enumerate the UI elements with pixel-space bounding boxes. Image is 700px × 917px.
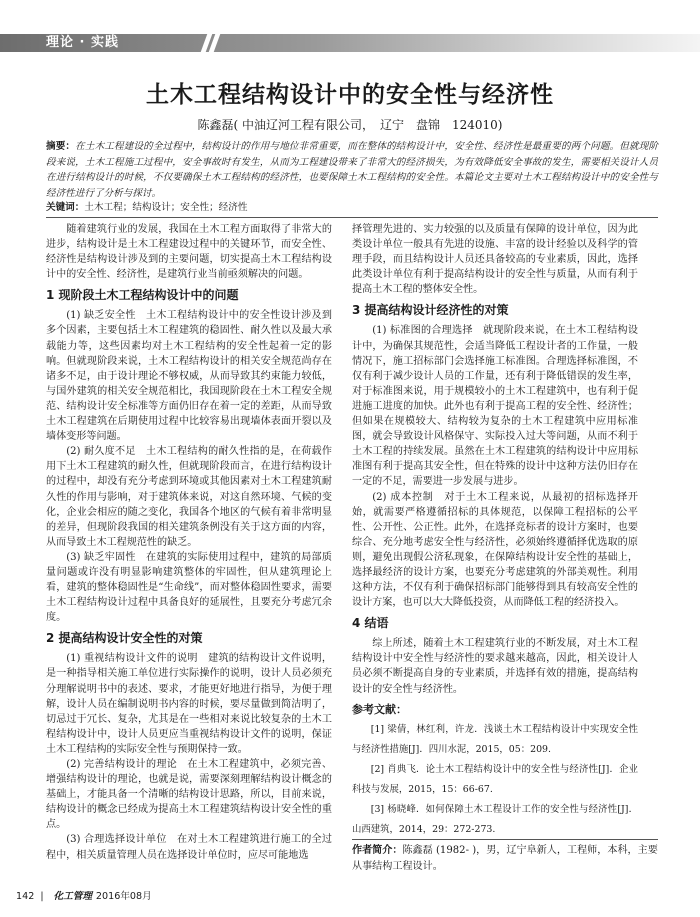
intro-paragraph: 随着建筑行业的发展，我国在土木工程方面取得了非常大的进步，结构设计是土木工程建设过程中的关键环节，而安全性、经济性是结构设计涉及到的主要问题，切实提高土木工程结构设计中的安全性、经济性，是建筑行业当前亟须解决的问题。 xyxy=(46,224,332,281)
journal-name: 化工管理 xyxy=(53,891,92,902)
header-divider xyxy=(46,217,658,218)
right-column xyxy=(352,222,638,840)
author-bio xyxy=(352,843,658,875)
article-title: 土木工程结构设计中的安全性与经济性 xyxy=(146,82,554,108)
paragraph: (1) 缺乏安全性 土木工程结构设计中的安全性设计涉及到多个因素，主要包括土木工程建筑的稳固性、耐久性以及最大承载能力等，这些因素均对土木工程结构的安全性起着一定的影响。但就现阶段来说，土木工程结构设计的相关安全规范尚存在诸多不足，由于设计理论不够权威，从而导致其约束能力较低，与国外建筑的相关安全规范相比，我国现阶段在土木工程安全规范、结构设计安全标准等方面仍旧存在着一定的差距，从而导致土木工程建筑在后期使用过程中比较容易出现墙体表面开裂以及墙体变形等问题。 xyxy=(46,310,332,443)
bio-label: 作者简介： xyxy=(352,845,403,856)
reference-item: [3] 杨晓峰．如何保障土木工程设计工作的安全性与经济性[J]．山西建筑，2014，29：272-273. xyxy=(352,803,638,835)
section-heading-1: 1 现阶段土木工程结构设计中的问题 xyxy=(46,288,239,303)
abstract-text: 在土木工程建设的全过程中，结构设计的作用与地位非常重要，而在整体的结构设计中，安全性、经济性是最重要的两个问题。但就现阶段来说，土木工程施工过程中，安全事故时有发生，从而为工程建设带来了非常大的经济损失，为有效降低安全事故的发生，需要相关设计人员在进行结构设计的时候，不仅要确保土木工程结构的经济性，也要保障土木工程结构的安全性。本篇论文主要对土木工程结构设计中的安全性与经济性进行了分析与探讨。 xyxy=(46,141,659,199)
section-heading-2: 2 提高结构设计安全性的对策 xyxy=(46,631,203,646)
abstract xyxy=(46,139,658,201)
paragraph: (3) 缺乏牢固性 在建筑的实际使用过程中，建筑的局部质量问题或许没有明显影响建筑整体的牢固性，但从建筑理论上看，建筑的整体稳固性是“生命线”，而对整体稳固性要求，需要土木工程结构设计过程中具备良好的延展性，且要充分考虑冗余度。 xyxy=(46,551,332,624)
paragraph: 择管理先进的、实力较强的以及质量有保障的设计单位，因为此类设计单位一般具有先进的设施、丰富的设计经验以及科学的管理手段，而且结构设计人员还具备较高的专业素质，因此，选择此类设计单位有利于提高结构设计的安全性与质量，从而有利于提高土木工程的整体安全性。 xyxy=(352,224,638,296)
paragraph: (1) 重视结构设计文件的说明 建筑的结构设计文件说明，是一种指导相关施工单位进行实际操作的说明，设计人员必须充分理解说明书中的表述、要求，才能更好地进行指导，为便于理解，设计人员在编制说明书内容的时候，要尽量做到简洁明了，切忌过于冗长、复杂，尤其是在一些相对来说比较复杂的土木工程结构设计中，设计人员更应当重视结构设计文件的说明，保证土木工程结构的实际安全性与预期保持一致。 xyxy=(46,653,332,755)
paragraph: (3) 合理选择设计单位 在对土木工程建筑进行施工的全过程中，相关质量管理人员在选择设计单位时，应尽可能地选 xyxy=(46,834,332,861)
conclusion-paragraph: 综上所述，随着土木工程建筑行业的不断发展，对土木工程结构设计中安全性与经济性的要求越来越高，因此，相关设计人员必须不断提高自身的专业素质，并选择有效的措施，提高结构设计的安全性与经济性。 xyxy=(352,638,638,695)
bio-divider xyxy=(352,839,658,840)
keywords xyxy=(46,201,658,215)
keywords-text: 土木工程；结构设计；安全性；经济性 xyxy=(84,202,248,213)
reference-item: [1] 梁倩，林红利，许龙．浅谈土木工程结构设计中实现安全性与经济性措施[J]．四川水泥，2015，05：209. xyxy=(352,723,638,755)
left-column xyxy=(46,222,332,863)
section-heading-3: 3 提高结构设计经济性的对策 xyxy=(352,303,509,318)
page-number: 142 xyxy=(16,891,35,902)
section-banner-label: 理论 · 实践 xyxy=(46,35,119,50)
bio-text: 陈鑫磊 (1982- )，男，辽宁阜新人，工程师，本科，主要从事结构工程设计。 xyxy=(352,845,658,872)
paragraph: (1) 标准图的合理选择 就现阶段来说，在土木工程结构设计中，为确保其规范性，会适当降低工程设计者的工作量，一般情况下，施工招标部门会选择施工标准图。合理选择标准图，不仅有利于减少设计人员的工作量，还有利于降低错误的发生率，对于标准图来说，用于规模较小的土木工程建筑中，也有利于促进施工进度的加快。此外也有利于提高工程的安全性、经济性；但如果在规模较大、结构较为复杂的土木工程建筑中应用标准图，就会导致设计风格保守、实际投入过大等问题，从而不利于土木工程的持续发展。虽然在土木工程建筑的结构设计中应用标准图有利于提高其安全性，但在特殊的设计中这种方法仍旧存在一定的不足，需要进一步发展与进步。 xyxy=(352,325,638,488)
author-line: 陈鑫磊( 中油辽河工程有限公司， 辽宁 盘锦 124010) xyxy=(197,118,503,132)
footer-separator: | xyxy=(40,891,44,902)
keywords-label: 关键词： xyxy=(46,202,85,213)
reference-item: [2] 肖典飞．论土木工程结构设计中的安全性与经济性[J]．企业科技与发展，2015，15：66-67. xyxy=(352,763,638,795)
section-heading-4: 4 结语 xyxy=(352,616,389,631)
page-footer xyxy=(16,888,152,902)
paragraph: (2) 完善结构设计的理论 在土木工程建筑中，必须完善、增强结构设计的理论，也就是说，需要深刻理解结构设计概念的基础上，才能具备一个清晰的结构设计思路，所以，目前来说，结构设计的概念已经成为提高土木工程建筑结构设计安全性的重点。 xyxy=(46,759,332,831)
abstract-label: 摘要： xyxy=(46,141,76,152)
paragraph: (2) 成本控制 对于土木工程来说，从最初的招标选择开始，就需要严格遵循招标的具体规范，以保障工程招标的公平性、公开性、公正性。此外，在选择竞标者的设计方案时，也要综合、充分地考虑安全性与经济性，必须始终遵循择优选取的原则，避免出现假公济私现象，在保障结构设计安全性的基础上，选择最经济的设计方案，也要充分考虑建筑的外部美观性。利用这种方法，不仅有利于确保招标部门能够得到具有较高安全性的设计方案，也可以大大降低投资，从而降低工程的经济投入。 xyxy=(352,491,638,609)
paragraph: (2) 耐久度不足 土木工程结构的耐久性指的是，在荷载作用下土木工程建筑的耐久性，但就现阶段而言，在进行结构设计的过程中，却没有充分考虑到环境或其他因素对土木工程建筑耐久性的作用与影响，对于建筑体来说，对这自然环境、气候的变化，企业会相应的随之变化，我国各个地区的气候有着非常明显的差异，但现阶段我国的相关建筑条例没有关于这方面的内容，从而导致土木工程规范性的缺乏。 xyxy=(46,446,332,548)
references-title: 参考文献： xyxy=(352,702,407,716)
section-banner xyxy=(0,34,700,52)
issue-date: 2016年08月 xyxy=(95,891,152,902)
